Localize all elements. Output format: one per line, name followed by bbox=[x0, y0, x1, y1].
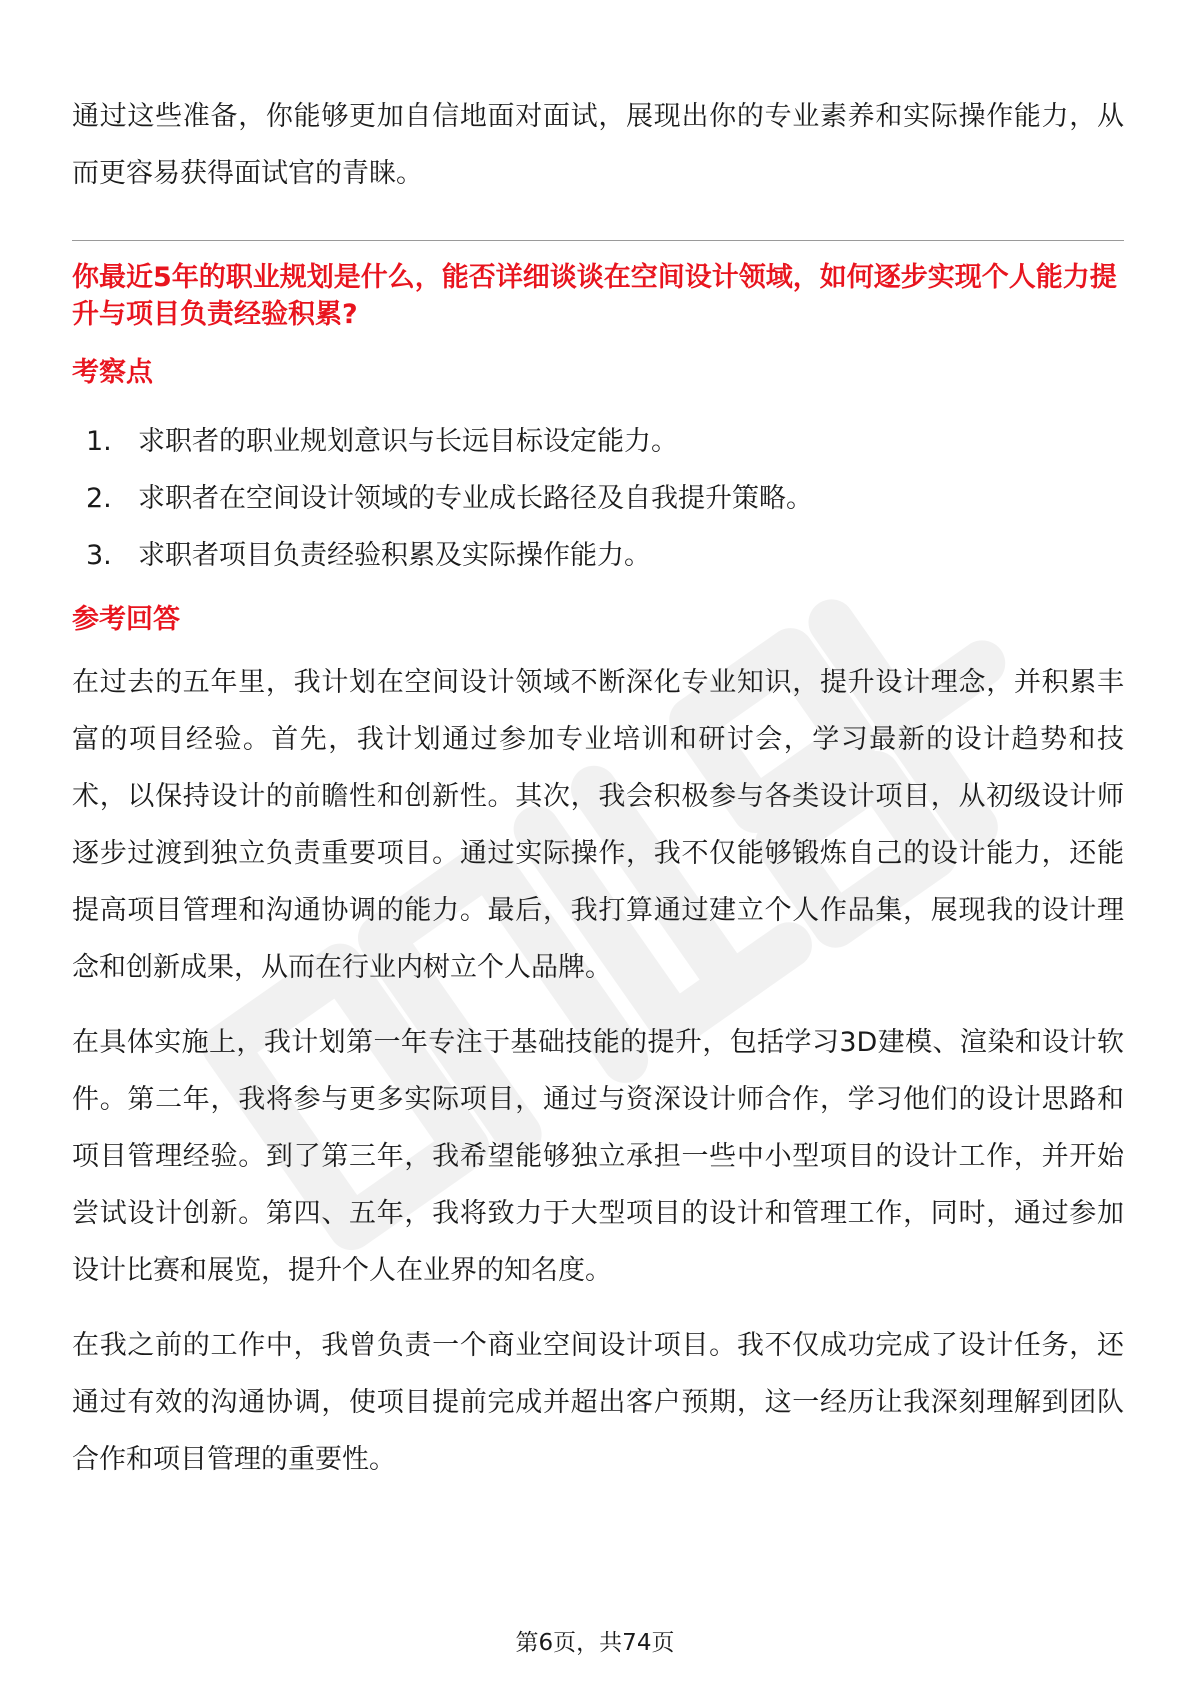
key-points-heading: 考察点 bbox=[72, 357, 153, 388]
list-item bbox=[72, 413, 1124, 470]
interview-question: 你最近5年的职业规划是什么，能否详细谈谈在空间设计领域，如何逐步实现个人能力提升与项目负责经验积累? bbox=[72, 262, 1117, 330]
answer-paragraph: 在具体实施上，我计划第一年专注于基础技能的提升，包括学习3D建模、渲染和设计软件。第二年，我将参与更多实际项目，通过与资深设计师合作，学习他们的设计思路和项目管理经验。到了第三年，我希望能够独立承担一些中小型项目的设计工作，并开始尝试设计创新。第四、五年，我将致力于大型项目的设计和管理工作，同时，通过参加设计比赛和展览，提升个人在业界的知名度。 bbox=[72, 1027, 1124, 1286]
intro-paragraph: 通过这些准备，你能够更加自信地面对面试，展现出你的专业素养和实际操作能力，从而更容易获得面试官的青睐。 bbox=[72, 101, 1124, 189]
answer-paragraph: 在过去的五年里，我计划在空间设计领域不断深化专业知识，提升设计理念，并积累丰富的项目经验。首先，我计划通过参加专业培训和研讨会，学习最新的设计趋势和技术，以保持设计的前瞻性和创新性。其次，我会积极参与各类设计项目，从初级设计师逐步过渡到独立负责重要项目。通过实际操作，我不仅能够锻炼自己的设计能力，还能提高项目管理和沟通协调的能力。最后，我打算通过建立个人作品集，展现我的设计理念和创新成果，从而在行业内树立个人品牌。 bbox=[72, 667, 1124, 983]
page-number: 第6页，共74页 bbox=[515, 1630, 675, 1656]
list-item bbox=[72, 527, 1124, 584]
reference-answer-heading: 参考回答 bbox=[72, 604, 180, 635]
list-item-text: 求职者的职业规划意识与长远目标设定能力。 bbox=[138, 426, 678, 457]
list-item-number: 2. bbox=[86, 483, 112, 514]
list-item-number: 1. bbox=[86, 426, 112, 457]
list-item-text: 求职者项目负责经验积累及实际操作能力。 bbox=[138, 540, 651, 571]
list-item-number: 3. bbox=[86, 540, 112, 571]
answer-paragraph: 在我之前的工作中，我曾负责一个商业空间设计项目。我不仅成功完成了设计任务，还通过有效的沟通协调，使项目提前完成并超出客户预期，这一经历让我深刻理解到团队合作和项目管理的重要性。 bbox=[72, 1330, 1124, 1475]
list-item bbox=[72, 470, 1124, 527]
page-content bbox=[72, 88, 1124, 1506]
key-points-list bbox=[72, 413, 1124, 584]
section-divider bbox=[72, 240, 1124, 241]
list-item-text: 求职者在空间设计领域的专业成长路径及自我提升策略。 bbox=[138, 483, 813, 514]
